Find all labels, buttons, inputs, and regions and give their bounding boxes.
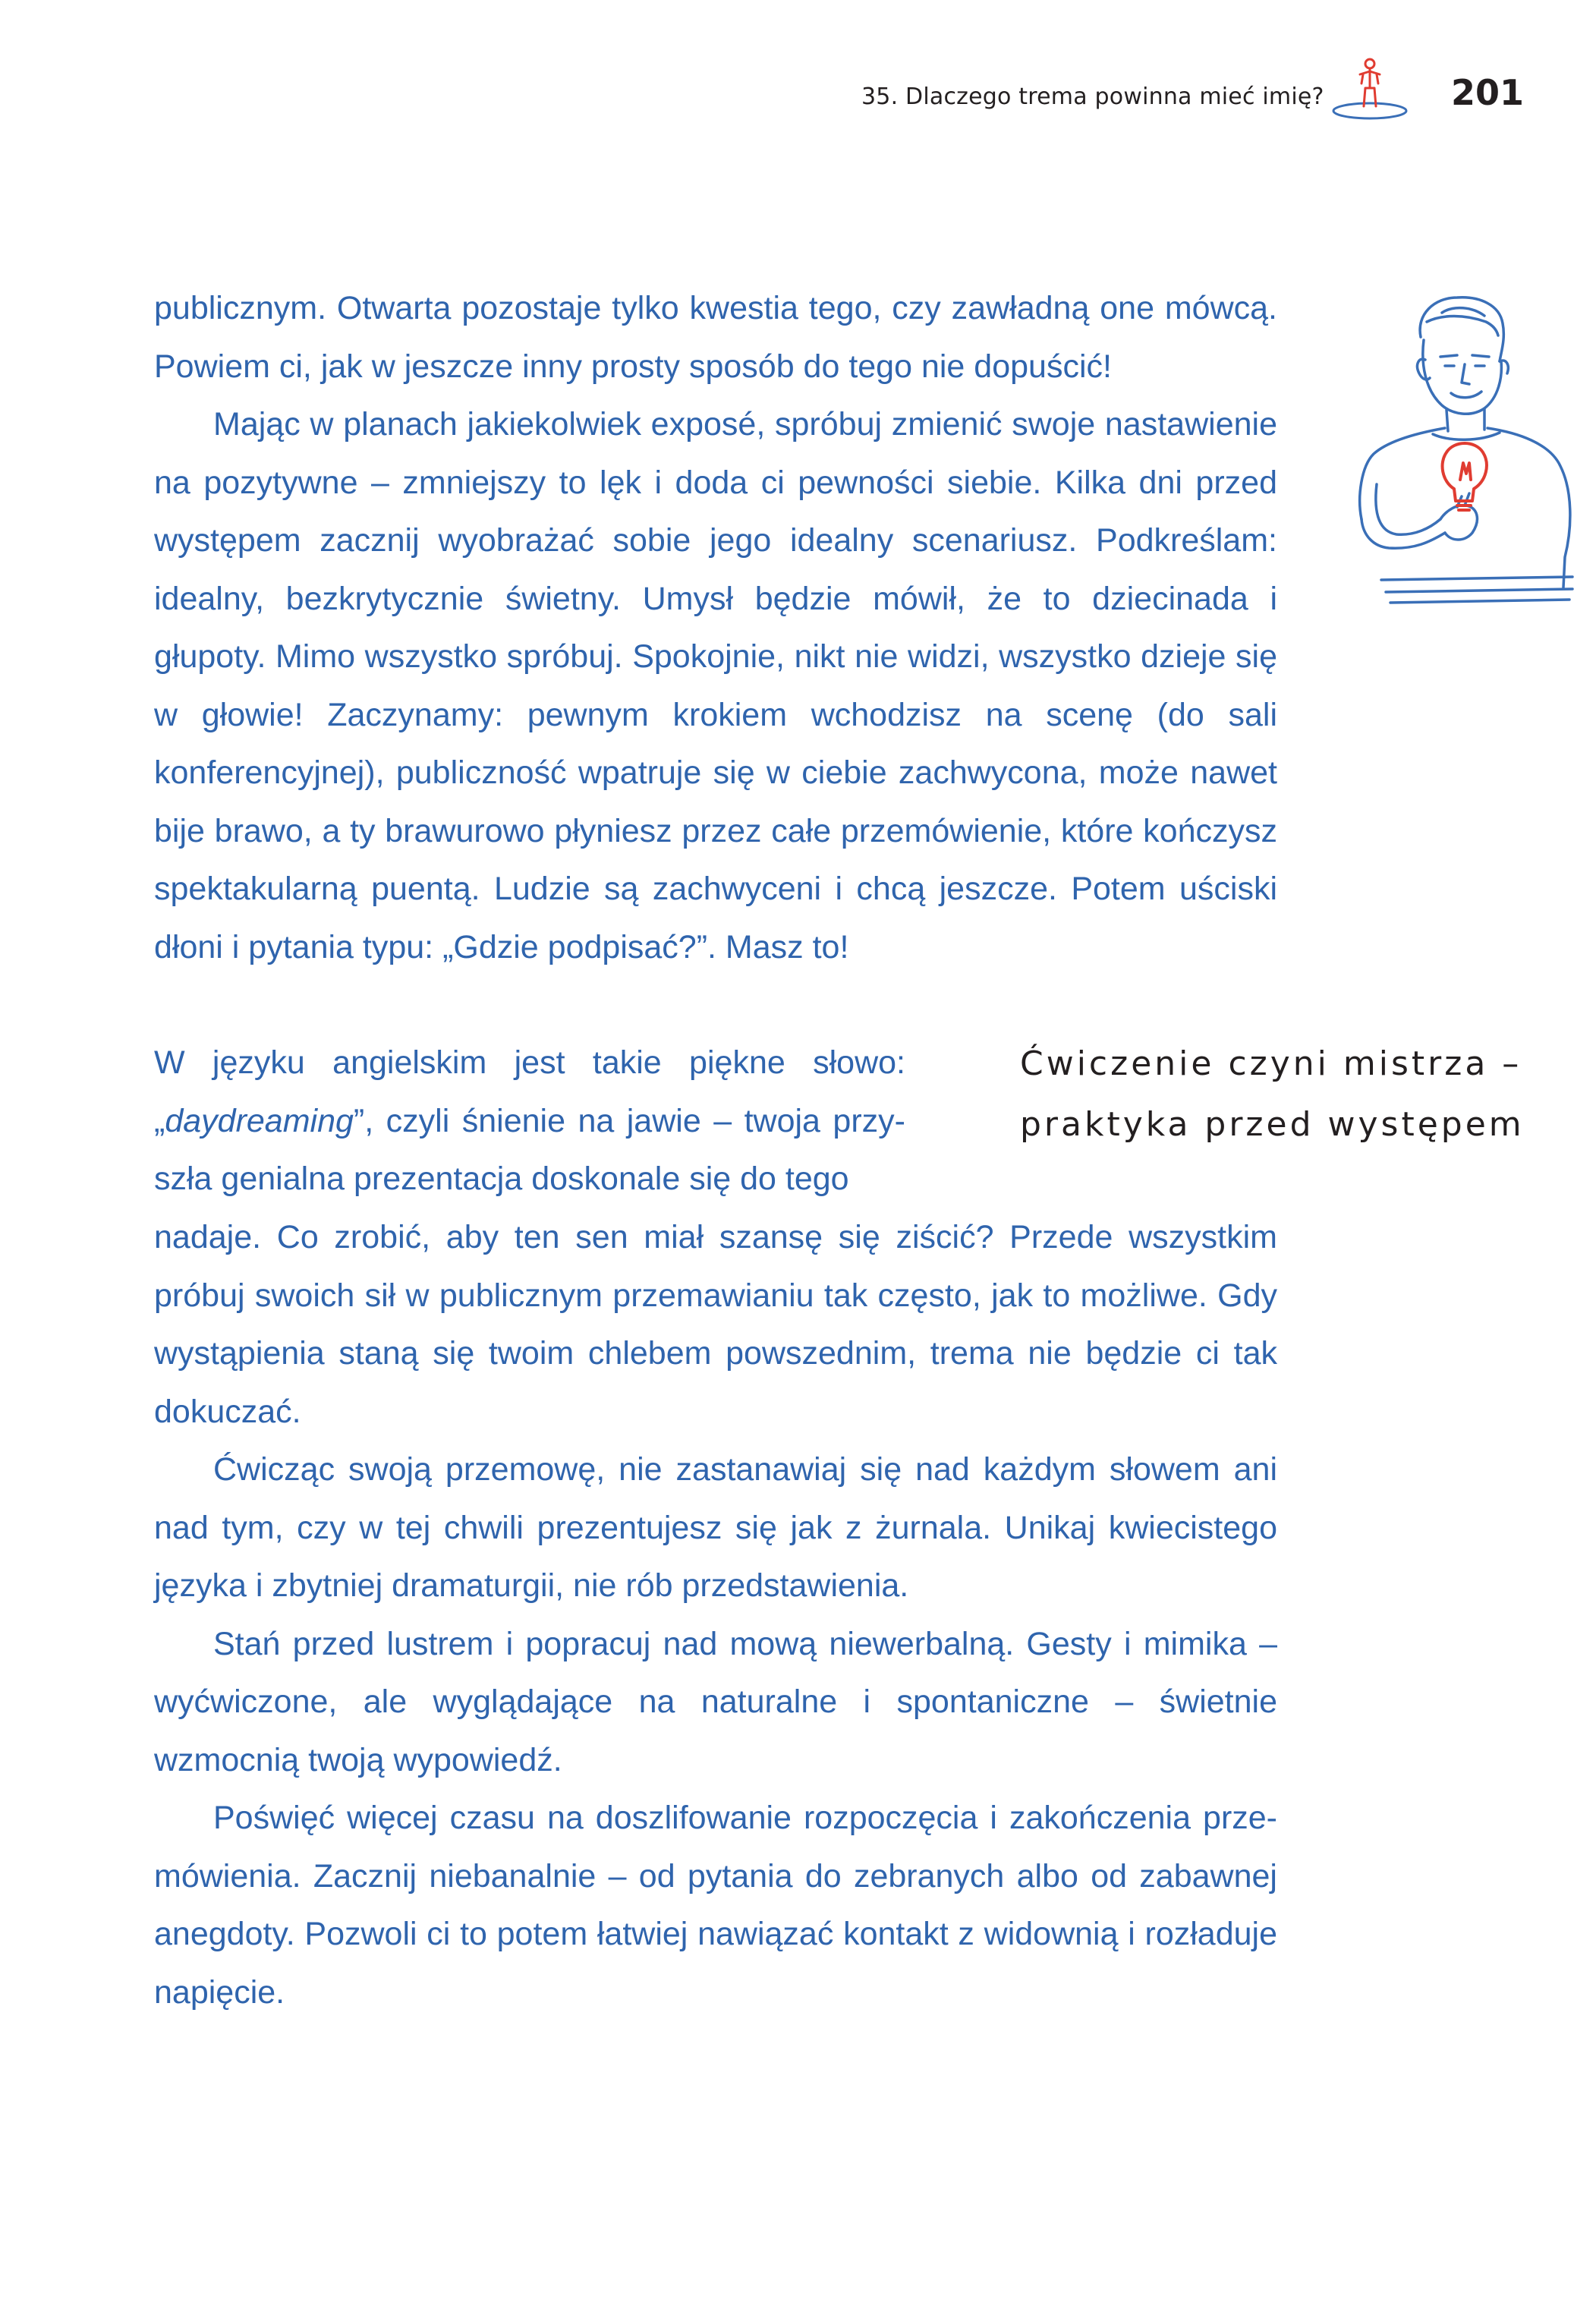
man-holding-lightbulb-illustration [1351, 291, 1579, 610]
running-header-title: 35. Dlaczego trema powinna mieć imię? [861, 83, 1324, 110]
section-heading-line-2: praktyka przed występem [1020, 1105, 1525, 1144]
intro-text-before: W języku angielskim jest takie piękne słowo: „ [154, 1044, 905, 1139]
section-heading-line-1: Ćwiczenie czyni mistrza – [1020, 1044, 1522, 1083]
paragraph-opening-closing: Poświęć więcej czasu na doszlifowanie rozpoczęcia i zakończenia przemówienia. Zacznij niebanalnie – od pytania do zebranych albo od zabawnej anegdoty. Pozwoli ci to potem łatwiej nawiązać kontakt z widownią i rozładuje napięcie. [154, 1800, 1277, 2011]
paragraph-mirror: Stań przed lustrem i popracuj nad mową niewerbalną. Gesty i mimika – wyćwiczone, ale wyglądające na naturalne i spontaniczne – świetnie wzmocnią twoją wypowiedź. [154, 1625, 1277, 1778]
section-1-text [154, 279, 1277, 976]
intro-italic-term: daydreaming [165, 1102, 354, 1139]
intro-paragraph [154, 1034, 905, 1208]
section-2-intro [154, 1034, 905, 1208]
paragraph-practice: Ćwicząc swoją przemowę, nie zastanawiaj się nad każdym słowem ani nad tym, czy w tej chwili prezentujesz się jak z żurnala. Unikaj kwiecistego języka i zbytniej dramaturgii, nie rób przedstawienia. [154, 1451, 1277, 1604]
intro-paragraph-continued: nadaje. Co zrobić, aby ten sen miał szansę się ziścić? Przede wszystkim próbuj swoich sił w publicznym przemawianiu tak często, jak to możliwe. Gdy wystąpienia staną się twoim chlebem powszednim, trema nie będzie ci tak dokuczać. [154, 1219, 1277, 1430]
person-on-stage-icon [1330, 56, 1410, 126]
intro-text-after: ”, czyli śnienie na jawie – twoja przyszła genialna prezentacja doskonale się do tego [154, 1102, 905, 1197]
section-heading [1020, 1034, 1566, 1155]
section-2-text [154, 1208, 1277, 2021]
page-number: 201 [1451, 72, 1525, 113]
paragraph-visualization: Mając w planach jakiekolwiek exposé, spróbuj zmienić swoje nastawienie na pozytywne – zmniejszy to lęk i doda ci pewności siebie. Kilka dni przed występem zacznij wyobrażać sobie jego idealny scenariusz. Podkreślam: idealny, bezkrytycznie świetny. Umysł będzie mówił, że to dziecinada i głupoty. Mimo wszystko spróbuj. Spokojnie, nikt nie widzi, wszystko dzieje się w głowie! Zaczynamy: pewnym krokiem wchodzisz na scenę (do sali konferencyjnej), publiczność wpatruje się w ciebie zachwycona, może nawet bije brawo, a ty brawurowo płyniesz przez całe przemówienie, które kończysz spektakularną puentą. Ludzie są zachwyceni i chcą jeszcze. Potem uściski dłoni i pytania typu: „Gdzie podpisać?”. Masz to! [154, 406, 1277, 965]
paragraph-continuation: publicznym. Otwarta pozostaje tylko kwestia tego, czy zawładną one mówcą. Powiem ci, jak w jeszcze inny prosty sposób do tego nie dopuścić! [154, 290, 1277, 385]
